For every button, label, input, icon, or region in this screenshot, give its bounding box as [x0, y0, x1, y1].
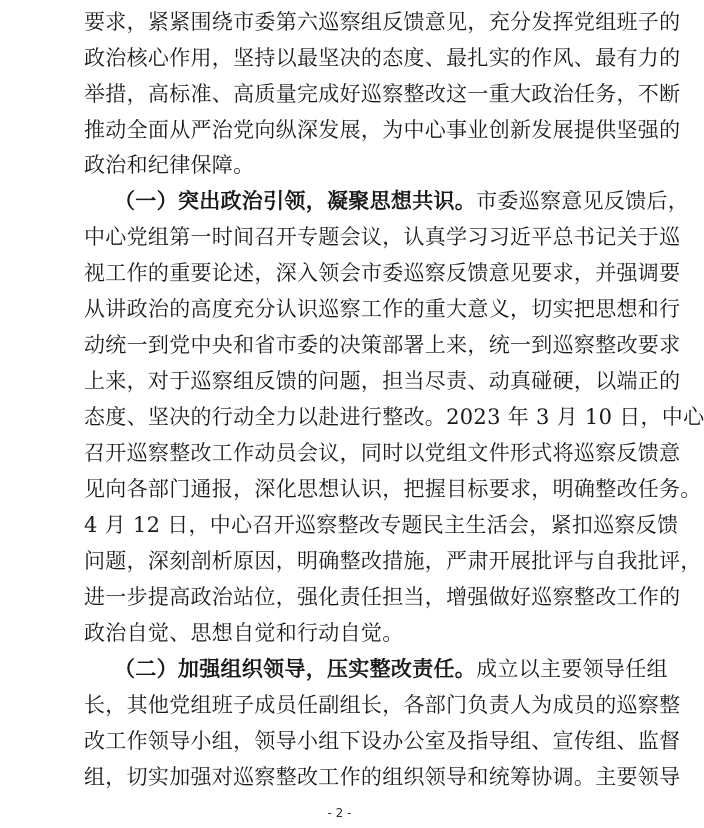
text-line: 中心党组第一时间召开专题会议，认真学习习近平总书记关于巡	[84, 225, 681, 249]
text-line: 见向各部门通报，深化思想认识，把握目标要求，明确整改任务。	[84, 477, 702, 501]
text-line: 视工作的重要论述，深入领会市委巡察反馈意见要求，并强调要	[84, 261, 681, 285]
text-line: 组，切实加强对巡察整改工作的组织领导和统筹协调。主要领导	[84, 765, 681, 789]
section-one-text: 市委巡察意见反馈后，	[476, 189, 690, 213]
text-line: 政治和纪律保障。	[84, 153, 255, 177]
text-line: 改工作领导小组，领导小组下设办公室及指导组、宣传组、监督	[84, 729, 681, 753]
text-line: 进一步提高政治站位，强化责任担当，增强做好巡察整改工作的	[84, 585, 681, 609]
text-line: 政治自觉、思想自觉和行动自觉。	[84, 621, 404, 645]
page-number: - 2 -	[327, 806, 352, 820]
section-one-first-line	[114, 181, 690, 221]
text-line: 动统一到党中央和省市委的决策部署上来，统一到巡察整改要求	[84, 333, 681, 357]
text-line: 问题，深刻剖析原因，明确整改措施，严肃开展批评与自我批评，	[84, 549, 702, 573]
section-one-heading: （一）突出政治引领，凝聚思想共识。	[114, 188, 477, 213]
text-line: 态度、坚决的行动全力以赴进行整改。2023 年 3 月 10 日，中心	[84, 405, 704, 429]
text-line: 4 月 12 日，中心召开巡察整改专题民主生活会，紧扣巡察反馈	[84, 513, 679, 537]
text-line: 要求，紧紧围绕市委第六巡察组反馈意见，充分发挥党组班子的	[84, 10, 681, 34]
section-two-text: 成立以主要领导任组	[476, 657, 668, 681]
text-line: 上来，对于巡察组反馈的问题，担当尽责、动真碰硬，以端正的	[84, 369, 681, 393]
text-line: 政治核心作用，坚持以最坚决的态度、最扎实的作风、最有力的	[84, 46, 681, 70]
section-two-first-line	[114, 649, 668, 689]
text-line: 从讲政治的高度充分认识巡察工作的重大意义，切实把思想和行	[84, 297, 681, 321]
text-line: 推动全面从严治党向纵深发展，为中心事业创新发展提供坚强的	[84, 118, 681, 142]
text-line: 举措，高标准、高质量完成好巡察整改这一重大政治任务，不断	[84, 82, 681, 106]
text-line: 长，其他党组班子成员任副组长，各部门负责人为成员的巡察整	[84, 693, 681, 717]
section-two-heading: （二）加强组织领导，压实整改责任。	[114, 656, 477, 681]
text-line: 召开巡察整改工作动员会议，同时以党组文件形式将巡察反馈意	[84, 441, 681, 465]
